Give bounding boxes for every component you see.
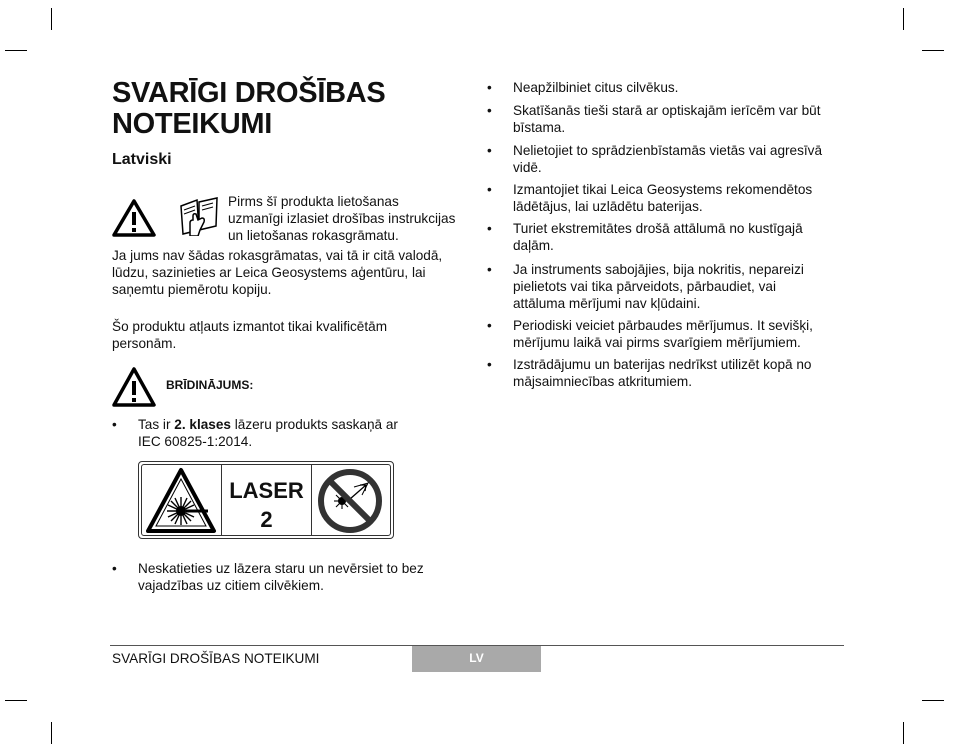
bullet-dot: •: [487, 143, 492, 158]
laser-hazard-cell: [142, 465, 222, 535]
do-not-stare-icon: [312, 465, 388, 537]
no-stare-cell: [312, 465, 390, 535]
bullet-line: vajadzības uz citiem cilvēkiem.: [138, 578, 324, 593]
bullet-line: bīstama.: [513, 120, 566, 135]
warning-triangle-icon: [112, 367, 156, 407]
bullet-text: [513, 261, 804, 312]
crop-mark: [51, 722, 52, 744]
bullet-dot: •: [112, 561, 117, 576]
intro-line: lūdzu, sazinieties ar Leica Geosystems aģentūru, lai: [112, 265, 426, 280]
read-manual-icon: [178, 196, 220, 236]
bullet-dot: •: [487, 103, 492, 118]
bullet-text: [138, 416, 398, 450]
bullet-line: Neapžilbiniet citus cilvēkus.: [513, 80, 679, 95]
bullet-text: [513, 317, 813, 351]
page-title: SVARĪGI DROŠĪBAS NOTEIKUMI: [112, 77, 386, 140]
bullet-text: [513, 220, 803, 254]
intro-line: Ja jums nav šādas rokasgrāmatas, vai tā ir citā valodā,: [112, 248, 443, 263]
laser-class-number: 2: [260, 507, 273, 532]
bullet-dot: •: [112, 417, 117, 432]
bullet-dot: •: [487, 262, 492, 277]
bullet-line: Izstrādājumu un baterijas nedrīkst utilizēt kopā no: [513, 357, 812, 372]
crop-mark: [5, 700, 27, 701]
bullet-text: [513, 102, 821, 136]
bullet-line: pielietots vai tika pārveidots, pārbaudiet, vai: [513, 279, 776, 294]
crop-mark: [922, 50, 944, 51]
laser-class-suffix: lāzeru produkts saskaņā ar: [230, 417, 398, 432]
laser-class-bold: 2. klases: [174, 417, 231, 432]
bullet-dot: •: [487, 357, 492, 372]
crop-mark: [5, 50, 27, 51]
bullet-line: Turiet ekstremitātes drošā attālumā no kustīgajā: [513, 221, 803, 236]
bullet-line: Ja instruments sabojājies, bija nokritis, nepareizi: [513, 262, 804, 277]
bullet-line: Nelietojiet to sprādzienbīstamās vietās vai agresīvā: [513, 143, 823, 158]
laser-class-label: [138, 461, 394, 539]
laser-class-text-cell: [222, 465, 312, 535]
laser-class-word: LASER: [229, 478, 304, 503]
intro-line: uzmanīgi izlasiet drošības instrukcijas: [228, 211, 456, 226]
bullet-line: attāluma mērījumi nav kļūdaini.: [513, 296, 701, 311]
bullet-dot: •: [487, 318, 492, 333]
laser-hazard-icon: [142, 465, 220, 537]
language-subtitle: Latviski: [112, 151, 172, 168]
crop-mark: [903, 722, 904, 744]
intro-line: un lietošanas rokasgrāmatu.: [228, 228, 399, 243]
bullet-dot: •: [487, 80, 492, 95]
bullet-text: [513, 356, 811, 390]
bullet-text: [513, 79, 678, 96]
bullet-line: Periodiski veiciet pārbaudes mērījumus. It sevišķi,: [513, 318, 813, 333]
bullet-text: [513, 181, 812, 215]
bullet-line: mērījumu laikā vai pirms svarīgiem mērījumiem.: [513, 335, 801, 350]
bullet-dot: •: [487, 221, 492, 236]
bullet-line: Neskatieties uz lāzera staru un nevērsiet to bez: [138, 561, 424, 576]
bullet-line: Skatīšanās tieši starā ar optiskajām ierīcēm var būt: [513, 103, 821, 118]
bullet-line: lādētājus, lai uzlādētu baterijas.: [513, 199, 703, 214]
qualified-line: Šo produktu atļauts izmantot tikai kvalificētām: [112, 319, 388, 334]
bullet-text: [138, 560, 424, 594]
footer-section-title: SVARĪGI DROŠĪBAS NOTEIKUMI: [112, 651, 320, 666]
language-tab: LV: [412, 646, 541, 672]
laser-class-prefix: Tas ir: [138, 417, 175, 432]
qualified-line: personām.: [112, 336, 177, 351]
crop-mark: [903, 8, 904, 30]
intro-line: Pirms šī produkta lietošanas: [228, 194, 399, 209]
bullet-line: Izmantojiet tikai Leica Geosystems rekomendētos: [513, 182, 813, 197]
bullet-line: daļām.: [513, 238, 554, 253]
laser-class-standard: IEC 60825-1:2014.: [138, 434, 253, 449]
crop-mark: [922, 700, 944, 701]
bullet-line: mājsaimniecības atkritumiem.: [513, 374, 693, 389]
warning-label: BRĪDINĀJUMS:: [166, 378, 254, 392]
bullet-line: vidē.: [513, 160, 542, 175]
intro-line: saņemtu piemērotu kopiju.: [112, 282, 272, 297]
crop-mark: [51, 8, 52, 30]
bullet-dot: •: [487, 182, 492, 197]
bullet-text: [513, 142, 822, 176]
warning-triangle-icon: [112, 199, 156, 237]
